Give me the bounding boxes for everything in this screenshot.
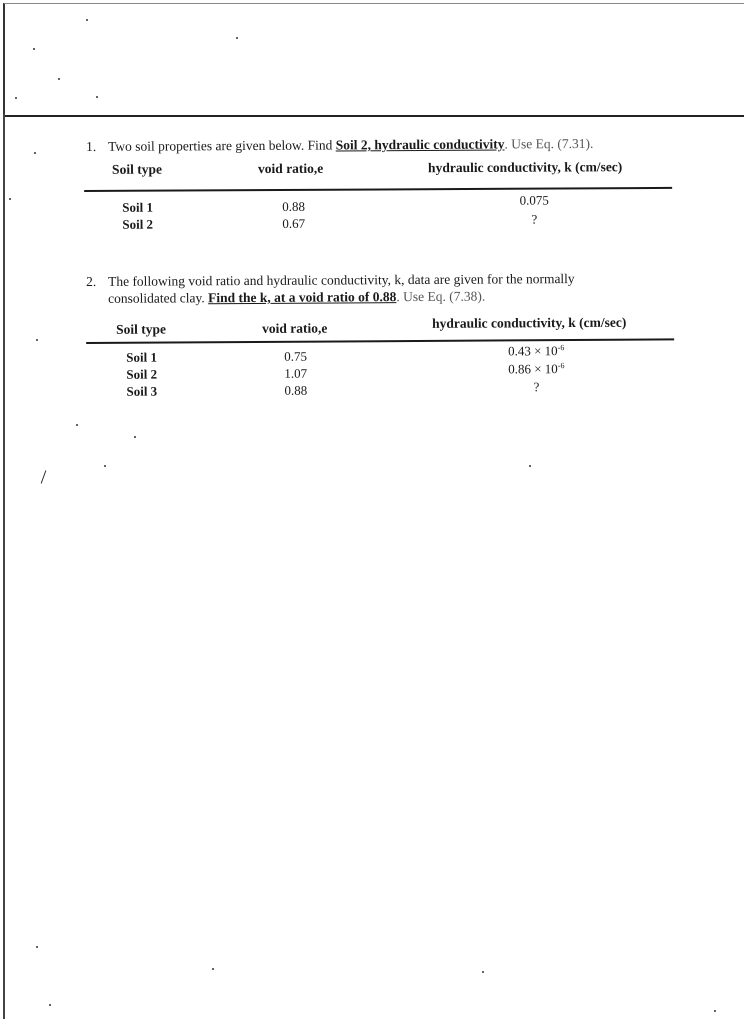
void-ratio-value: 0.67	[282, 215, 306, 231]
scan-speck	[9, 198, 11, 200]
conductivity-mantissa: ?	[533, 379, 540, 395]
scan-speck	[134, 436, 136, 438]
scan-speck	[714, 1010, 716, 1012]
table-2-body	[86, 343, 676, 401]
conductivity-value: ?	[531, 211, 538, 227]
conductivity-value	[466, 379, 606, 396]
conductivity-exponent: -6	[557, 361, 565, 371]
table-1-header-soil-type: Soil type	[111, 161, 162, 177]
question-2-text: The following void ratio and hydraulic conductivity, k, data are given for the normally	[108, 271, 575, 289]
table-2-header-void-ratio: void ratio,e	[262, 320, 328, 336]
soil-name: Soil 2	[126, 366, 158, 382]
scan-speck	[236, 37, 238, 39]
scan-speck	[15, 97, 17, 99]
question-1-equation-ref: . Use Eq. (7.31).	[504, 135, 594, 152]
table-1-header-void-ratio: void ratio,e	[257, 160, 324, 177]
scan-speck	[49, 1004, 51, 1006]
question-1-number: 1.	[86, 138, 97, 154]
table-1-body	[84, 192, 674, 234]
question-1-emphasis: Soil 2, hydraulic conductivity	[335, 136, 505, 153]
table-2-header-soil-type: Soil type	[116, 321, 167, 337]
question-2-emphasis: Find the k, at a void ratio of 0.88	[208, 289, 397, 306]
table-row	[84, 211, 674, 234]
conductivity-value	[466, 361, 606, 378]
question-2-text-continued: consolidated clay.	[108, 290, 209, 306]
table-row	[86, 380, 676, 401]
scan-mark	[41, 470, 47, 483]
conductivity-mantissa: 0.43 × 10	[508, 343, 558, 359]
question-2-line-1	[86, 270, 646, 290]
soil-name: Soil 1	[122, 199, 153, 215]
conductivity-value	[466, 343, 606, 360]
scan-speck	[212, 968, 214, 970]
scan-speck	[34, 152, 36, 154]
scan-speck	[104, 465, 106, 467]
question-2-line-2	[86, 287, 646, 307]
conductivity-value: 0.075	[519, 192, 549, 208]
table-2-header-hydraulic-conductivity: hydraulic conductivity, k (cm/sec)	[431, 314, 627, 331]
conductivity-exponent: -6	[557, 343, 565, 353]
soil-name: Soil 1	[126, 349, 158, 365]
question-1-text: Two soil properties are given below. Find	[108, 137, 336, 154]
scan-speck	[76, 424, 78, 426]
question-1	[86, 134, 666, 155]
void-ratio-value: 0.88	[282, 198, 306, 214]
void-ratio-value: 0.88	[284, 382, 308, 398]
scan-speck	[36, 339, 38, 341]
table-1-header-hydraulic-conductivity: hydraulic conductivity, k (cm/sec)	[427, 159, 623, 176]
page-left-border	[3, 114, 5, 1019]
question-2	[86, 270, 646, 307]
scan-speck	[86, 19, 88, 21]
scan-speck	[482, 971, 484, 973]
scan-speck	[36, 946, 38, 948]
scan-speck	[96, 96, 98, 98]
table-1-header-rule	[84, 187, 672, 192]
soil-name: Soil 3	[126, 383, 158, 399]
scan-speck	[58, 78, 60, 80]
void-ratio-value: 1.07	[284, 365, 308, 381]
conductivity-mantissa: 0.86 × 10	[508, 361, 558, 377]
scan-speck	[529, 465, 531, 467]
question-2-number: 2.	[86, 273, 97, 289]
scan-speck	[33, 48, 35, 50]
question-2-equation-ref: . Use Eq. (7.38).	[396, 288, 486, 305]
soil-name: Soil 2	[122, 216, 154, 232]
soil-table-1	[84, 159, 674, 242]
soil-table-2	[86, 313, 677, 407]
void-ratio-value: 0.75	[284, 348, 308, 364]
header-box	[3, 3, 744, 117]
